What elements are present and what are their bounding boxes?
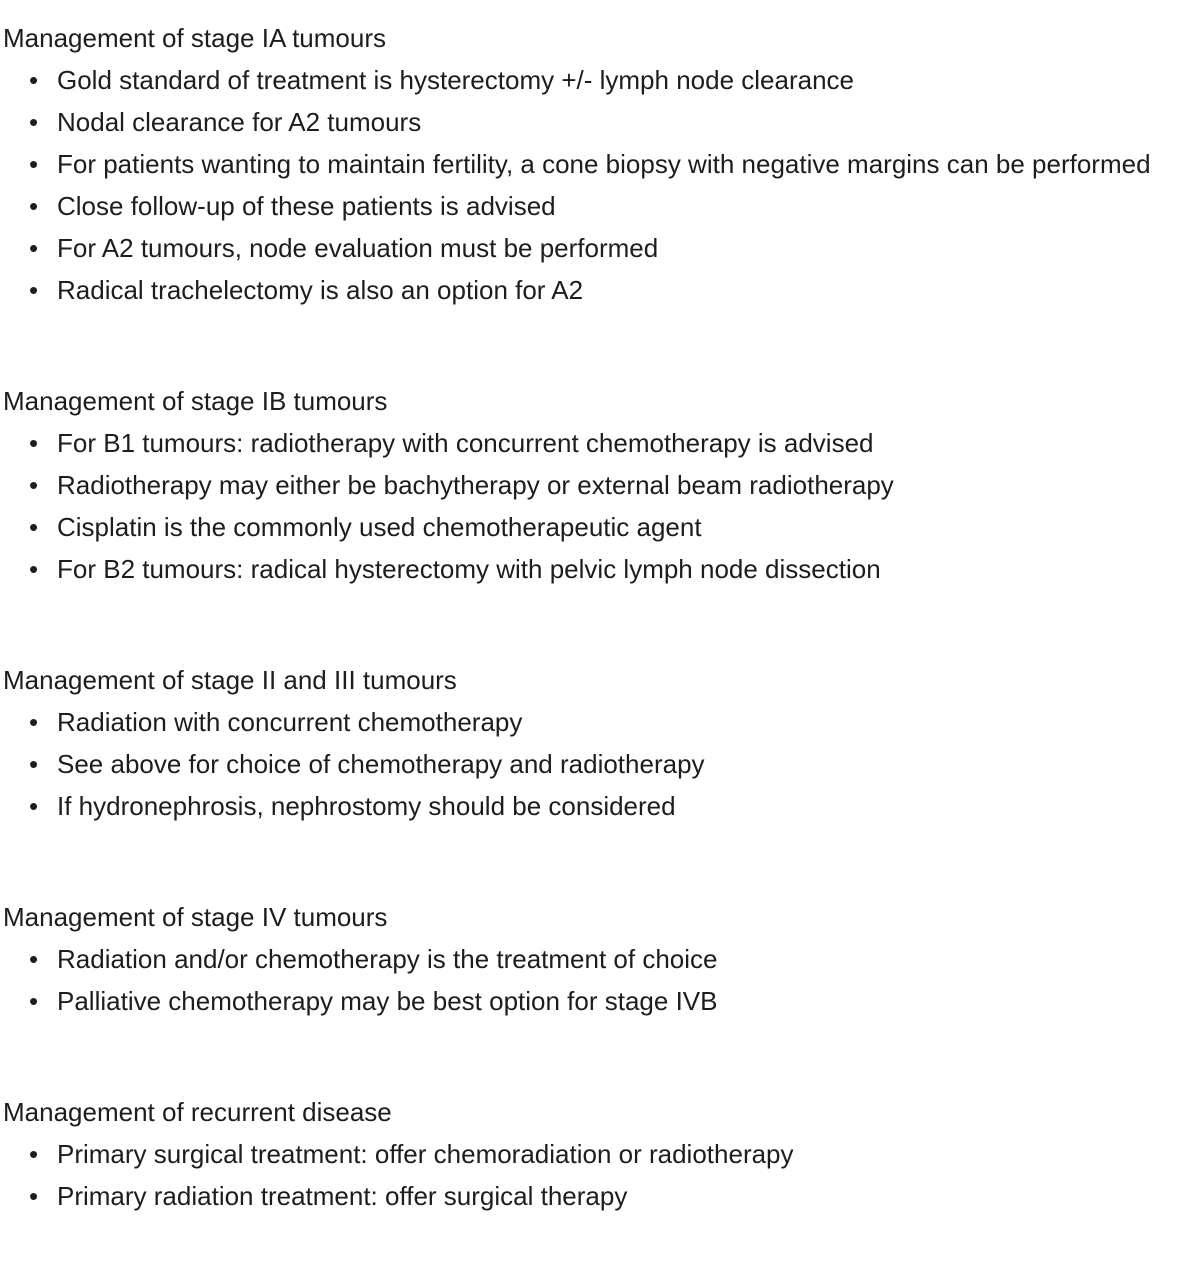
- bullet-list: [3, 422, 1183, 590]
- bullet-icon: •: [29, 470, 39, 500]
- section-spacer: [3, 827, 1183, 896]
- bullet-icon: •: [29, 554, 39, 584]
- list-item: [3, 1175, 1183, 1217]
- list-item: [3, 227, 1183, 269]
- section-heading: Management of stage IA tumours: [3, 23, 386, 53]
- section-stage-iv: [3, 896, 1183, 1022]
- section-stage-ii-iii: [3, 659, 1183, 827]
- section-spacer: [3, 311, 1183, 380]
- list-item: [3, 101, 1183, 143]
- list-item: [3, 1133, 1183, 1175]
- list-item: [3, 422, 1183, 464]
- list-item-text: Primary radiation treatment: offer surgical therapy: [57, 1181, 628, 1211]
- list-item: [3, 980, 1183, 1022]
- list-item: [3, 938, 1183, 980]
- list-item-text: See above for choice of chemotherapy and radiotherapy: [57, 749, 705, 779]
- list-item-text: Cisplatin is the commonly used chemotherapeutic agent: [57, 512, 702, 542]
- list-item: [3, 548, 1183, 590]
- list-item: [3, 701, 1183, 743]
- section-recurrent-disease: [3, 1091, 1183, 1217]
- list-item-text: For B1 tumours: radiotherapy with concurrent chemotherapy is advised: [57, 428, 874, 458]
- section-stage-ib: [3, 380, 1183, 590]
- bullet-icon: •: [29, 749, 39, 779]
- bullet-list: [3, 1133, 1183, 1217]
- list-item: [3, 143, 1183, 185]
- bullet-icon: •: [29, 944, 39, 974]
- bullet-list: [3, 59, 1183, 311]
- bullet-icon: •: [29, 233, 39, 263]
- list-item-text: Gold standard of treatment is hysterectomy +/- lymph node clearance: [57, 65, 854, 95]
- list-item-text: Close follow-up of these patients is advised: [57, 191, 556, 221]
- list-item-text: Radical trachelectomy is also an option for A2: [57, 275, 584, 305]
- list-item: [3, 59, 1183, 101]
- list-item-text: Radiation with concurrent chemotherapy: [57, 707, 523, 737]
- list-item-text: Radiation and/or chemotherapy is the treatment of choice: [57, 944, 718, 974]
- bullet-icon: •: [29, 107, 39, 137]
- list-item: [3, 464, 1183, 506]
- list-item: [3, 185, 1183, 227]
- bullet-icon: •: [29, 1181, 39, 1211]
- bullet-icon: •: [29, 275, 39, 305]
- bullet-icon: •: [29, 512, 39, 542]
- section-stage-ia: [3, 17, 1183, 311]
- bullet-icon: •: [29, 986, 39, 1016]
- list-item-text: Nodal clearance for A2 tumours: [57, 107, 422, 137]
- section-heading: Management of stage II and III tumours: [3, 665, 457, 695]
- bullet-icon: •: [29, 791, 39, 821]
- document-body: [3, 17, 1183, 1217]
- section-heading: Management of stage IV tumours: [3, 902, 388, 932]
- list-item-text: Primary surgical treatment: offer chemoradiation or radiotherapy: [57, 1139, 794, 1169]
- section-heading: Management of recurrent disease: [3, 1097, 392, 1127]
- list-item-text: For patients wanting to maintain fertility, a cone biopsy with negative margins can be performed: [57, 149, 1151, 179]
- bullet-icon: •: [29, 191, 39, 221]
- list-item-text: For A2 tumours, node evaluation must be performed: [57, 233, 659, 263]
- list-item-text: Palliative chemotherapy may be best option for stage IVB: [57, 986, 718, 1016]
- bullet-icon: •: [29, 149, 39, 179]
- list-item: [3, 743, 1183, 785]
- bullet-icon: •: [29, 707, 39, 737]
- list-item-text: Radiotherapy may either be bachytherapy or external beam radiotherapy: [57, 470, 894, 500]
- bullet-icon: •: [29, 428, 39, 458]
- list-item: [3, 506, 1183, 548]
- section-spacer: [3, 1022, 1183, 1091]
- list-item-text: For B2 tumours: radical hysterectomy with pelvic lymph node dissection: [57, 554, 881, 584]
- bullet-list: [3, 938, 1183, 1022]
- list-item: [3, 785, 1183, 827]
- bullet-list: [3, 701, 1183, 827]
- list-item-text: If hydronephrosis, nephrostomy should be considered: [57, 791, 676, 821]
- section-spacer: [3, 590, 1183, 659]
- section-heading: Management of stage IB tumours: [3, 386, 388, 416]
- list-item: [3, 269, 1183, 311]
- bullet-icon: •: [29, 65, 39, 95]
- bullet-icon: •: [29, 1139, 39, 1169]
